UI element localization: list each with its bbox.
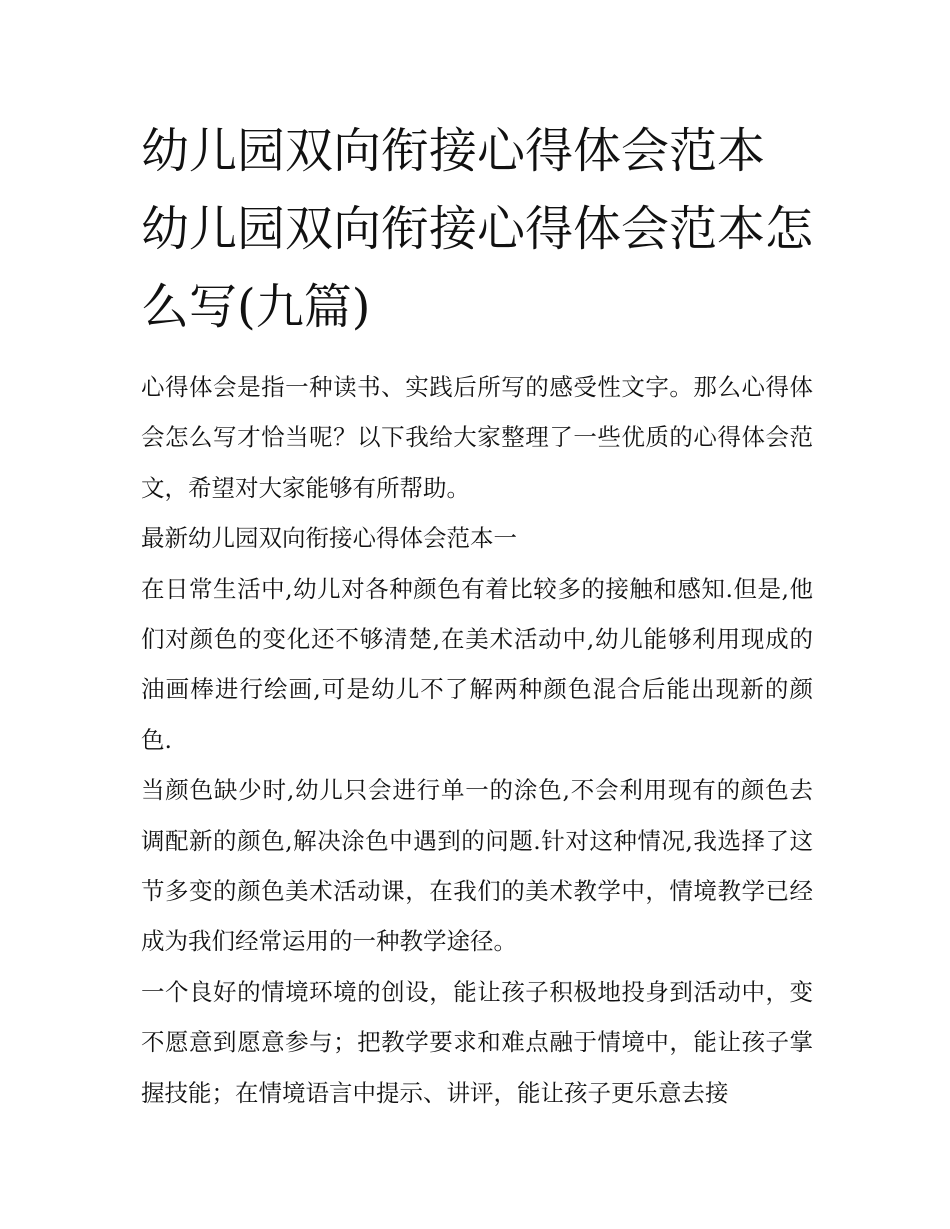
document-title: 幼儿园双向衔接心得体会范本 幼儿园双向衔接心得体会范本怎么写(九篇) bbox=[141, 123, 814, 335]
document-content bbox=[141, 112, 813, 1118]
document-body bbox=[141, 362, 813, 1118]
body-paragraph: 在日常生活中,幼儿对各种颜色有着比较多的接触和感知.但是,他们对颜色的变化还不够清楚,在美术活动中,幼儿能够利用现成的油画棒进行绘画,可是幼儿不了解两种颜色混合后能出现新的颜色. bbox=[141, 574, 813, 754]
body-paragraph: 一个良好的情境环境的创设，能让孩子积极地投身到活动中，变不愿意到愿意参与；把教学要求和难点融于情境中，能让孩子掌握技能；在情境语言中提示、讲评，能让孩子更乐意去接 bbox=[141, 977, 813, 1107]
body-paragraph: 当颜色缺少时,幼儿只会进行单一的涂色,不会利用现有的颜色去调配新的颜色,解决涂色中遇到的问题.针对这种情况,我选择了这节多变的颜色美术活动课，在我们的美术教学中，情境教学已经成为我们经常运用的一种教学途径。 bbox=[141, 776, 813, 956]
intro-paragraph: 心得体会是指一种读书、实践后所写的感受性文字。那么心得体会怎么写才恰当呢？以下我给大家整理了一些优质的心得体会范文，希望对大家能够有所帮助。 bbox=[141, 373, 813, 502]
section-heading: 最新幼儿园双向衔接心得体会范本一 bbox=[141, 524, 517, 553]
